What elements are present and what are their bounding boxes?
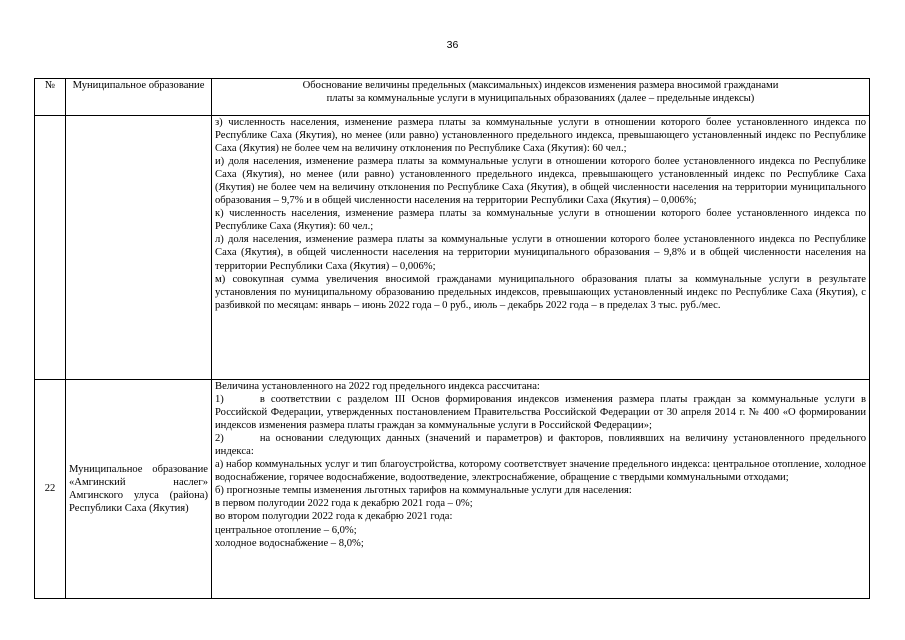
header-num: № bbox=[35, 79, 66, 116]
text-line: холодное водоснабжение – 8,0%; bbox=[215, 537, 364, 549]
row-municipality-cell: Муниципальное образование «Амгинский наслег» Амгинского улуса (района) Республики Саха (Якутия) bbox=[66, 380, 212, 599]
item-text: на основании следующих данных (значений и параметров) и факторов, повлиявших на величину установленного предельного индекса: bbox=[215, 433, 866, 458]
header-basis-line2: платы за коммунальные услуги в муниципальных образованиях (далее – предельные индексы) bbox=[326, 93, 755, 105]
text-line: во втором полугодии 2022 года к декабрю 2021 года: bbox=[215, 511, 453, 523]
intro-line: Величина установленного на 2022 год предельного индекса рассчитана: bbox=[215, 381, 540, 392]
item-text: в соответствии с разделом III Основ формирования индексов изменения размера платы граждан за коммунальные услуги в Российской Федерации, утвержденных постановлением Правительства Российской Федерации от 30 апреля 2014 г. № 400 «О формировании индексов изменения размера платы граждан за коммунальные услуги в Российской Федерации»; bbox=[215, 394, 866, 432]
paragraph-a: а) набор коммунальных услуг и тип благоустройства, которому соответствует значение предельного индекса: центральное отопление, холодное водоснабжение, горячее водоснабжение, водоотведение, электроснабжение, обращение с твердыми коммунальными отходами; bbox=[215, 459, 866, 484]
table-header-row bbox=[35, 79, 870, 116]
header-basis bbox=[212, 79, 870, 116]
paragraph-k: к) численность населения, изменение размера платы за коммунальные услуги в отношении которого более установленного индекса по Республике Саха (Якутия): 60 чел.; bbox=[215, 208, 866, 233]
page-number: 36 bbox=[446, 39, 459, 51]
row-num-cell bbox=[35, 116, 66, 380]
row-num-cell: 22 bbox=[35, 380, 66, 599]
row-municipality-cell bbox=[66, 116, 212, 380]
numbered-item-1 bbox=[215, 393, 866, 432]
row-basis-cell bbox=[212, 380, 870, 599]
row-basis-cell bbox=[212, 116, 870, 380]
paragraph-i: и) доля населения, изменение размера платы за коммунальные услуги в отношении которого более установленного индекса по Республике Саха (Якутия), но менее (или равно) установленного предельного индекса, превышающего установленный индекс по Республике Саха (Якутия) не более чем на величину отклонения по Республике Саха (Якутия), в общей численности населения на территории муниципального образования – 9,7% и в общей численности населения на территории Республики Саха (Якутия) – 0,006%; bbox=[215, 156, 866, 207]
text-line: в первом полугодии 2022 года к декабрю 2021 года – 0%; bbox=[215, 498, 473, 510]
paragraph-z: з) численность населения, изменение размера платы за коммунальные услуги в отношении которого более установленного индекса по Республике Саха (Якутия), но менее (или равно) установленного предельного индекса, превышающего установленный индекс по Республике Саха (Якутия) не более чем на величину отклонения по Республике Саха (Якутия): 60 чел.; bbox=[215, 117, 866, 155]
table-row bbox=[35, 116, 870, 380]
paragraph-m: м) совокупная сумма увеличения вносимой гражданами муниципального образования платы за коммунальные услуги в результате установления по муниципальному образованию предельных индексов, превышающих установленный индекс по Республике Саха (Якутия), с разбивкой по месяцам: январь – июнь 2022 года – 0 руб., июль – декабрь 2022 года – в пределах 3 тыс. руб./мес. bbox=[215, 273, 866, 311]
item-number: 1) bbox=[215, 394, 224, 406]
header-basis-line1: Обоснование величины предельных (максимальных) индексов изменения размера вносимой гражданами bbox=[302, 80, 779, 91]
item-number: 2) bbox=[215, 433, 224, 445]
header-municipality: Муниципальное образование bbox=[66, 79, 212, 116]
numbered-item-2 bbox=[215, 432, 866, 458]
table-row bbox=[35, 380, 870, 599]
text-line: центральное отопление – 6,0%; bbox=[215, 524, 357, 536]
index-justification-table bbox=[34, 78, 870, 599]
paragraph-l: л) доля населения, изменение размера платы за коммунальные услуги в отношении которого более установленного индекса по Республике Саха (Якутия), в общей численности населения на территории муниципального образования – 9,8% и в общей численности населения на территории Республики Саха (Якутия) – 0,006%; bbox=[215, 234, 866, 272]
paragraph-b: б) прогнозные темпы изменения льготных тарифов на коммунальные услуги для населения: bbox=[215, 485, 632, 497]
